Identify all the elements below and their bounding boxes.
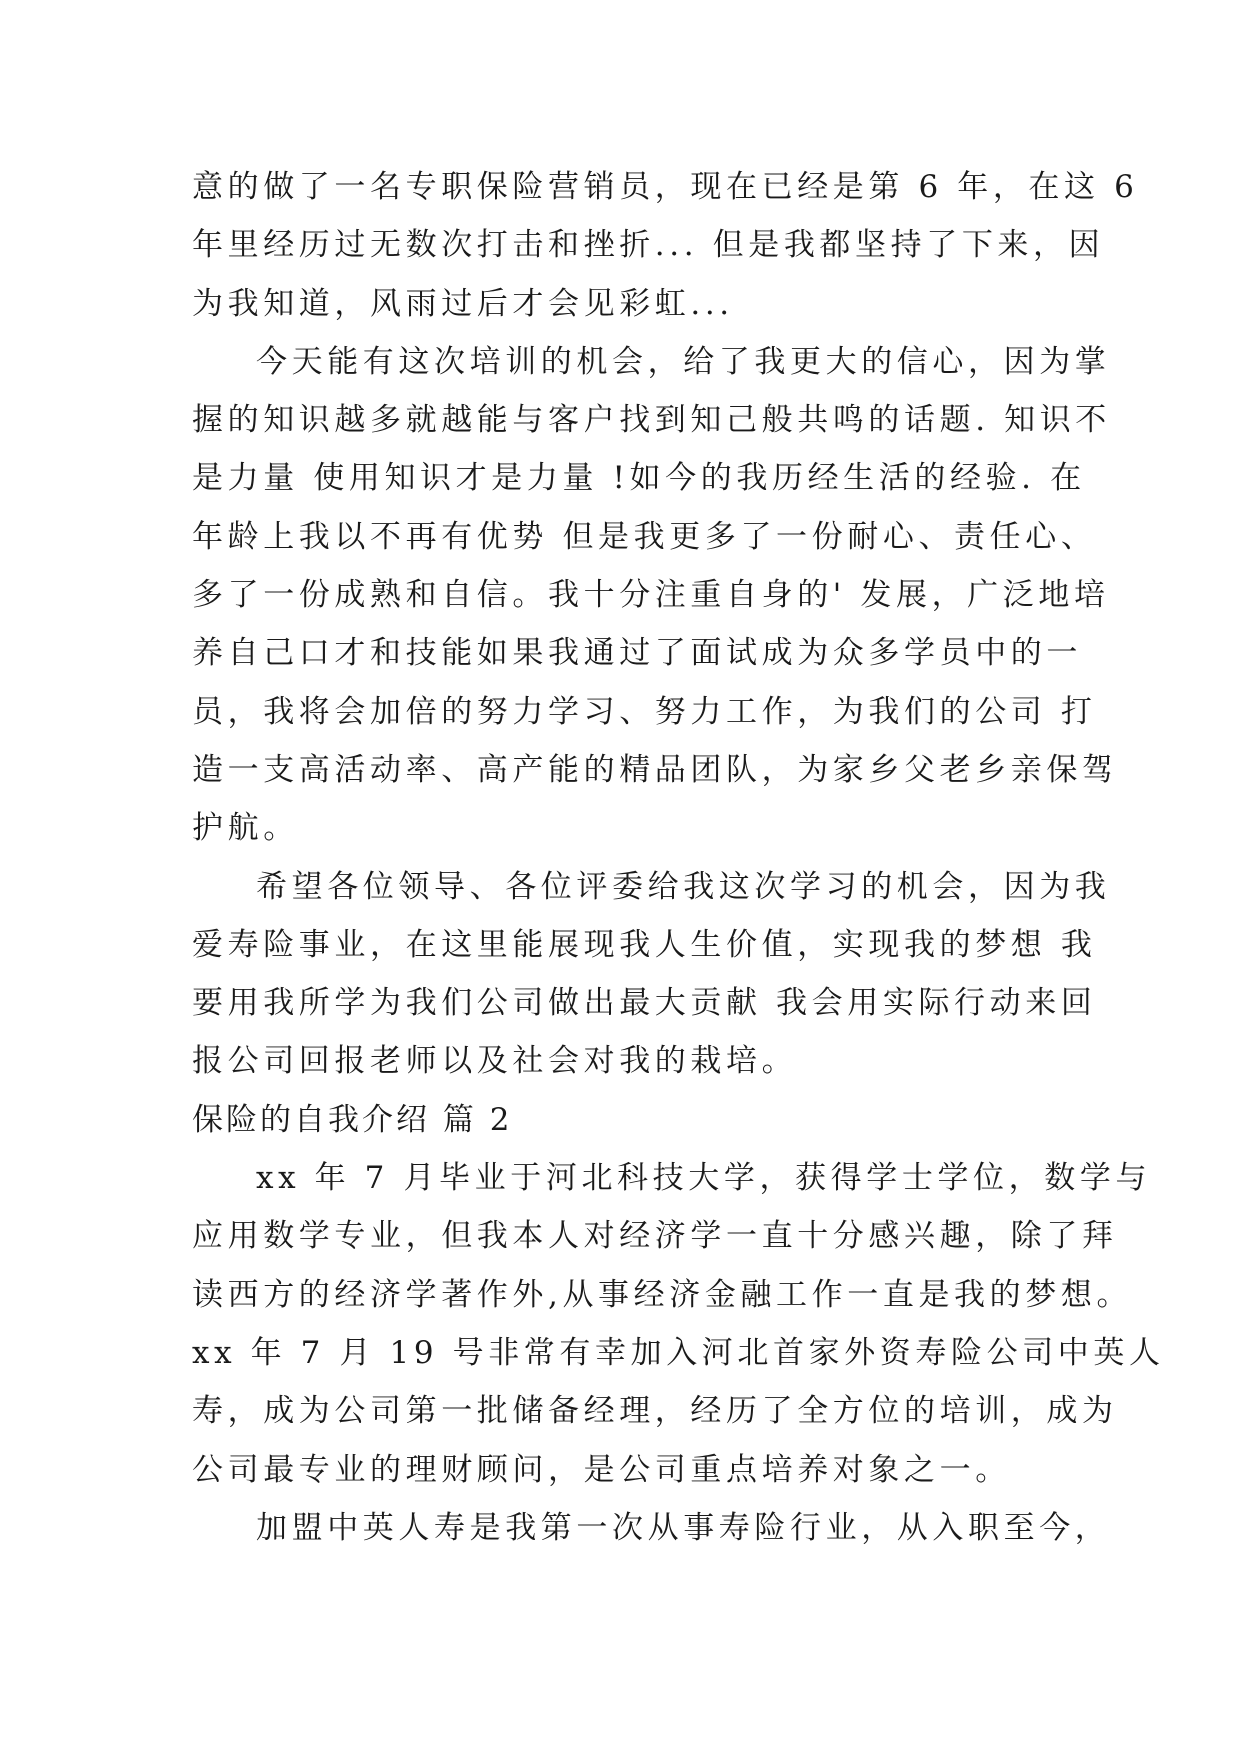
text-line: 造一支高活动率、高产能的精品团队，为家乡父老乡亲保驾 bbox=[192, 751, 1118, 788]
text-line: 公司最专业的理财顾问，是公司重点培养对象之一。 bbox=[192, 1451, 1011, 1488]
document-body bbox=[192, 158, 1165, 1557]
text-line: 员，我将会加倍的努力学习、努力工作，为我们的公司 打 bbox=[192, 693, 1097, 730]
text-line: 护航。 bbox=[192, 810, 299, 847]
text-line: xx 年 7 月 19 号非常有幸加入河北首家外资寿险公司中英人 bbox=[192, 1334, 1165, 1371]
section-heading: 保险的自我介绍 篇 2 bbox=[192, 1101, 513, 1138]
text-line: 意的做了一名专职保险营销员，现在已经是第 6 年，在这 6 bbox=[192, 169, 1139, 205]
paragraph-first-line: xx 年 7 月毕业于河北科技大学，获得学士学位，数学与 bbox=[256, 1160, 1152, 1197]
paragraph-first-line: 加盟中英人寿是我第一次从事寿险行业，从入职至今， bbox=[256, 1509, 1111, 1546]
text-line: 年里经历过无数次打击和挫折... 但是我都坚持了下来，因 bbox=[192, 227, 1105, 264]
text-line: 养自己口才和技能如果我通过了面试成为众多学员中的一 bbox=[192, 635, 1082, 672]
text-line: 是力量 使用知识才是力量 !如今的我历经生活的经验. 在 bbox=[192, 460, 1086, 497]
text-line: 寿，成为公司第一批储备经理，经历了全方位的培训，成为 bbox=[192, 1393, 1118, 1430]
text-line: 要用我所学为我们公司做出最大贡献 我会用实际行动来回 bbox=[192, 985, 1097, 1022]
text-line: 握的知识越多就越能与客户找到知己般共鸣的话题. 知识不 bbox=[192, 402, 1111, 439]
text-line: 报公司回报老师以及社会对我的栽培。 bbox=[192, 1043, 798, 1080]
paragraph-first-line: 今天能有这次培训的机会，给了我更大的信心，因为掌 bbox=[256, 343, 1111, 380]
text-line: 应用数学专业，但我本人对经济学一直十分感兴趣，除了拜 bbox=[192, 1218, 1118, 1255]
text-line: 读西方的经济学著作外,从事经济金融工作一直是我的梦想。 bbox=[192, 1276, 1133, 1313]
text-line: 爱寿险事业，在这里能展现我人生价值，实现我的梦想 我 bbox=[192, 926, 1097, 963]
text-line: 年龄上我以不再有优势 但是我更多了一份耐心、责任心、 bbox=[192, 518, 1097, 555]
text-line: 为我知道，风雨过后才会见彩虹... bbox=[192, 285, 734, 322]
text-line: 多了一份成熟和自信。我十分注重自身的' 发展，广泛地培 bbox=[192, 577, 1110, 614]
paragraph-first-line: 希望各位领导、各位评委给我这次学习的机会，因为我 bbox=[256, 868, 1111, 905]
